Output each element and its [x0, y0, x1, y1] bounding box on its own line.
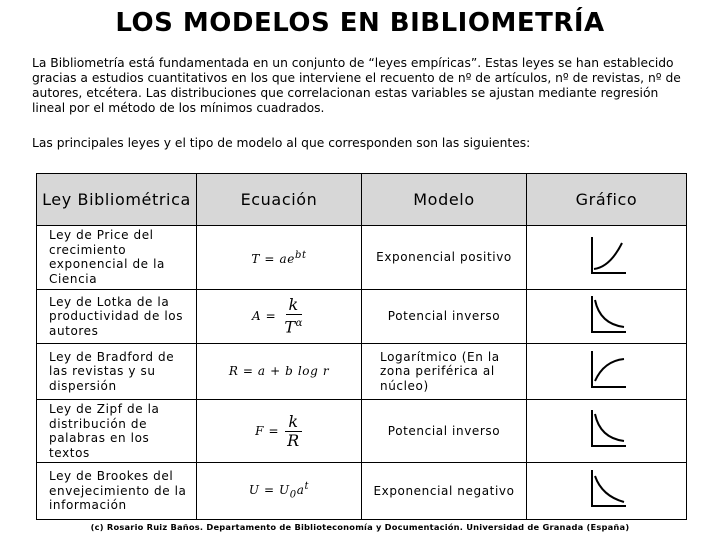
- law-cell: Ley de Brookes del envejecimiento de la información: [37, 463, 197, 520]
- header-model: Modelo: [362, 174, 527, 226]
- model-cell: Exponencial negativo: [362, 463, 527, 520]
- intro-paragraph: La Bibliometría está fundamentada en un conjunto de “leyes empíricas”. Estas leyes se han establecido gracias a estudios cuantitativos en los que interviene el recuento de nº de artículos, nº de revistas, nº de autores, etcétera. Las distribuciones que correlacionan estas variables se ajustan mediante regresión lineal por el método de los mínimos cuadrados.: [32, 56, 681, 115]
- header-graph: Gráfico: [527, 174, 687, 226]
- exponential-growth-curve-icon: [586, 235, 628, 277]
- header-law: Ley Bibliométrica: [37, 174, 197, 226]
- equation-zipf: F = $\frac{k}{R}$: [197, 399, 362, 463]
- law-cell: Ley de Lotka de la productividad de los autores: [37, 289, 197, 343]
- table-row: [37, 344, 687, 400]
- table-row: [37, 399, 687, 463]
- table-row: [37, 289, 687, 343]
- law-cell: Ley de Zipf de la distribución de palabras en los textos: [37, 399, 197, 463]
- table-header-row: [37, 174, 687, 226]
- equation-brookes: $U = U_0a^t$: [197, 463, 362, 520]
- logarithmic-curve-icon: [586, 349, 628, 391]
- model-cell: Exponencial positivo: [362, 226, 527, 290]
- equation-price: $T = ae^{bt}$: [197, 226, 362, 290]
- laws-table: [36, 173, 687, 520]
- page-title: LOS MODELOS EN BIBLIOMETRÍA: [115, 8, 605, 38]
- model-cell: Potencial inverso: [362, 289, 527, 343]
- inverse-power-curve-icon: [586, 294, 628, 336]
- table-row: [37, 226, 687, 290]
- header-equation: Ecuación: [197, 174, 362, 226]
- equation-lotka: A = $\frac{k}{T^\alpha}$: [197, 289, 362, 343]
- exponential-decay-curve-icon: [586, 468, 628, 510]
- lead-paragraph: Las principales leyes y el tipo de modelo al que corresponden son las siguientes:: [32, 136, 531, 150]
- inverse-power-curve-icon: [586, 408, 628, 450]
- copyright-footer: (c) Rosario Ruiz Baños. Departamento de Biblioteconomía y Documentación. Universidad de Granada (España): [90, 522, 630, 532]
- table-row: [37, 463, 687, 520]
- law-cell: Ley de Price del crecimiento exponencial de la Ciencia: [37, 226, 197, 290]
- law-cell: Ley de Bradford de las revistas y su dispersión: [37, 344, 197, 400]
- model-cell: Potencial inverso: [362, 399, 527, 463]
- equation-bradford: R = a + b log r: [197, 344, 362, 400]
- model-cell: Logarítmico (En la zona periférica al núcleo): [362, 344, 527, 400]
